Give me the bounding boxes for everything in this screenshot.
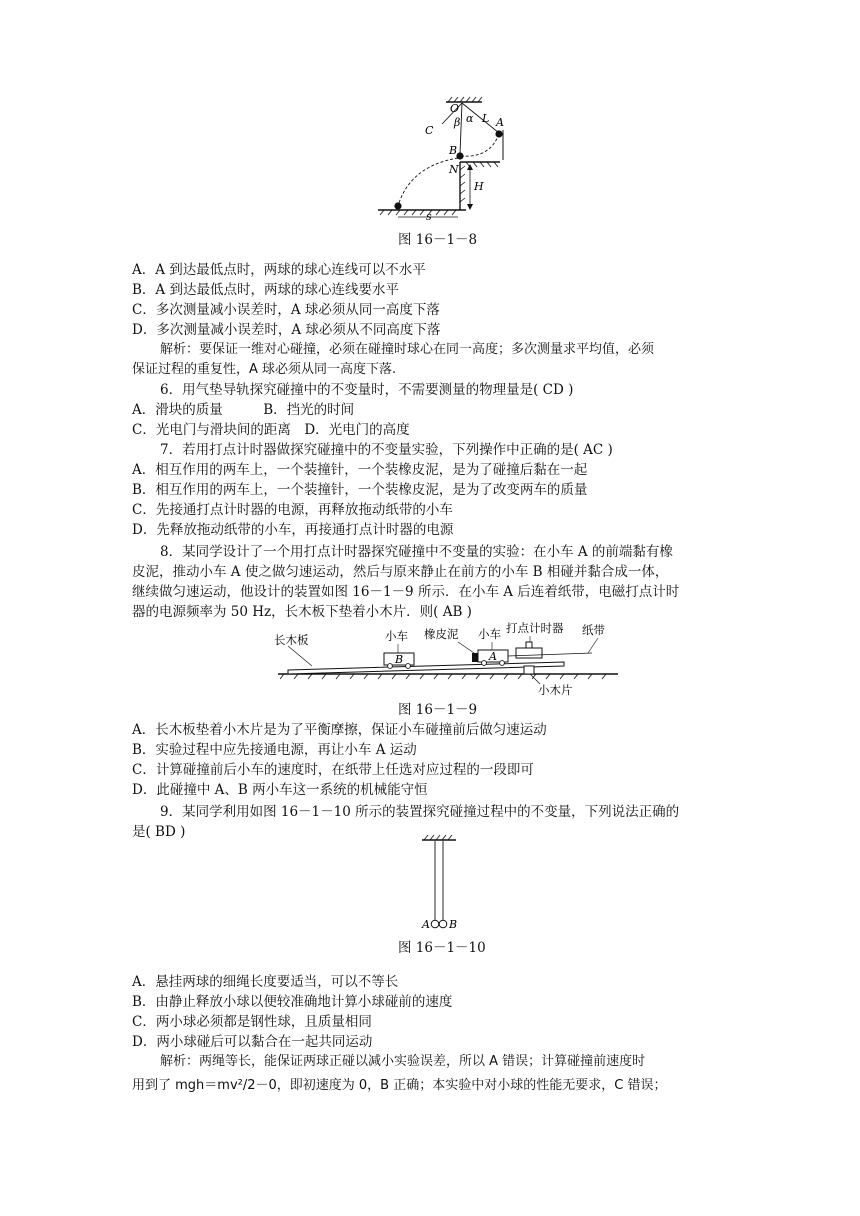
label-rubber-mud: 橡皮泥 bbox=[424, 627, 459, 641]
label-s: s bbox=[426, 210, 432, 220]
label-n: N bbox=[449, 163, 459, 176]
q9-option-b: B．由静止释放小球以便较准确地计算小球碰前的速度 bbox=[132, 994, 453, 1010]
label-beta: β bbox=[454, 116, 461, 129]
figure-caption-16-1-10: 图 16－1－10 bbox=[398, 940, 486, 956]
figure-caption-16-1-8: 图 16－1－8 bbox=[398, 232, 478, 248]
q5-analysis-line-2: 保证过程的重复性，A 球必须从同一高度下落. bbox=[132, 362, 397, 377]
q7-option-b: B．相互作用的两车上，一个装撞针，一个装橡皮泥，是为了改变两车的质量 bbox=[132, 482, 588, 498]
q8-option-c: C．计算碰撞前后小车的速度时，在纸带上任选对应过程的一段即可 bbox=[132, 762, 534, 778]
figure-caption-16-1-9: 图 16－1－9 bbox=[398, 702, 478, 718]
q8-stem-line-1: 8．某同学设计了一个用打点计时器探究碰撞中不变量的实验：在小车 A 的前端黏有橡 bbox=[160, 544, 673, 560]
q8-stem-line-2: 皮泥，推动小车 A 使之做匀速运动，然后与原来静止在前方的小车 B 相碰并黏合成一体， bbox=[132, 564, 669, 580]
q5-option-c: C．多次测量减小误差时，A 球必须从同一高度下落 bbox=[132, 302, 440, 318]
q8-stem-line-3: 继续做匀速运动，他设计的装置如图 16－1－9 所示．在小车 A 后连着纸带，电磁打点计时 bbox=[132, 584, 680, 600]
q5-option-b: B．A 到达最低点时，两球的球心连线要水平 bbox=[132, 282, 399, 298]
label-l: L bbox=[482, 112, 490, 125]
q7-option-d: D．先释放拖动纸带的小车，再接通打点计时器的电源 bbox=[132, 522, 454, 538]
q8-option-b: B．实验过程中应先接通电源，再让小车 A 运动 bbox=[132, 742, 417, 758]
q6-option-cd: C．光电门与滑块间的距离 D．光电门的高度 bbox=[132, 422, 410, 438]
q6-stem: 6．用气垫导轨探究碰撞中的不变量时，不需要测量的物理量是( CD ) bbox=[160, 382, 574, 398]
label-ball-b: B bbox=[449, 918, 458, 931]
q9-option-a: A．悬挂两球的细绳长度要适当，可以不等长 bbox=[132, 974, 399, 990]
label-timer: 打点计时器 bbox=[506, 621, 564, 635]
q5-option-d: D．多次测量减小误差时，A 球必须从不同高度下落 bbox=[132, 322, 441, 338]
q7-option-a: A．相互作用的两车上，一个装撞针，一个装橡皮泥，是为了碰撞后黏在一起 bbox=[132, 462, 588, 478]
label-alpha: α bbox=[466, 112, 474, 125]
q9-analysis-line-1: 解析：两绳等长，能保证两球正碰以减小实验误差，所以 A 错误；计算碰撞前速度时 bbox=[160, 1054, 646, 1069]
label-o: O bbox=[450, 102, 460, 115]
q8-option-d: D．此碰撞中 A、B 两小车这一系统的机械能守恒 bbox=[132, 782, 428, 798]
q9-stem-line-2: 是( BD ) bbox=[132, 824, 186, 840]
label-h: H bbox=[474, 180, 484, 193]
figure-16-1-9 bbox=[272, 620, 624, 700]
label-c: C bbox=[425, 124, 434, 137]
label-long-board: 长木板 bbox=[274, 633, 309, 647]
label-a: A bbox=[496, 116, 504, 129]
q7-stem: 7．若用打点计时器做探究碰撞中的不变量实验，下列操作中正确的是( AC ) bbox=[160, 442, 613, 458]
q9-analysis-line-2: 用到了 mgh＝mv²/2－0，即初速度为 0，B 正确；本实验中对小球的性能无要求，C 错误； bbox=[132, 1078, 667, 1093]
q5-analysis-line-1: 解析：要保证一维对心碰撞，必须在碰撞时球心在同一高度；多次测量求平均值，必须 bbox=[160, 342, 655, 357]
label-car-1: 小车 bbox=[385, 629, 408, 643]
label-car-2: 小车 bbox=[478, 627, 501, 641]
q8-stem-line-4: 器的电源频率为 50 Hz，长木板下垫着小木片．则( AB ) bbox=[132, 604, 472, 620]
q7-option-c: C．先接通打点计时器的电源，再释放拖动纸带的小车 bbox=[132, 502, 453, 518]
label-car-b: B bbox=[395, 653, 404, 666]
q9-stem-line-1: 9．某同学利用如图 16－1－10 所示的装置探究碰撞过程中的不变量，下列说法正确的 bbox=[160, 804, 680, 820]
figure-16-1-8 bbox=[370, 96, 520, 220]
label-tape: 纸带 bbox=[582, 623, 605, 637]
q9-option-d: D．两小球碰后可以黏合在一起共同运动 bbox=[132, 1034, 373, 1050]
q9-option-c: C．两小球必须都是钢性球，且质量相同 bbox=[132, 1014, 372, 1030]
label-b: B bbox=[449, 144, 458, 157]
label-block: 小木片 bbox=[538, 683, 573, 697]
label-car-a: A bbox=[489, 650, 497, 663]
label-ball-a: A bbox=[422, 918, 430, 931]
figure-16-1-10 bbox=[410, 834, 470, 932]
q8-option-a: A．长木板垫着小木片是为了平衡摩擦，保证小车碰撞前后做匀速运动 bbox=[132, 722, 547, 738]
q5-option-a: A．A 到达最低点时，两球的球心连线可以不水平 bbox=[132, 262, 426, 278]
q6-option-ab: A．滑块的质量 B．挡光的时间 bbox=[132, 402, 355, 418]
